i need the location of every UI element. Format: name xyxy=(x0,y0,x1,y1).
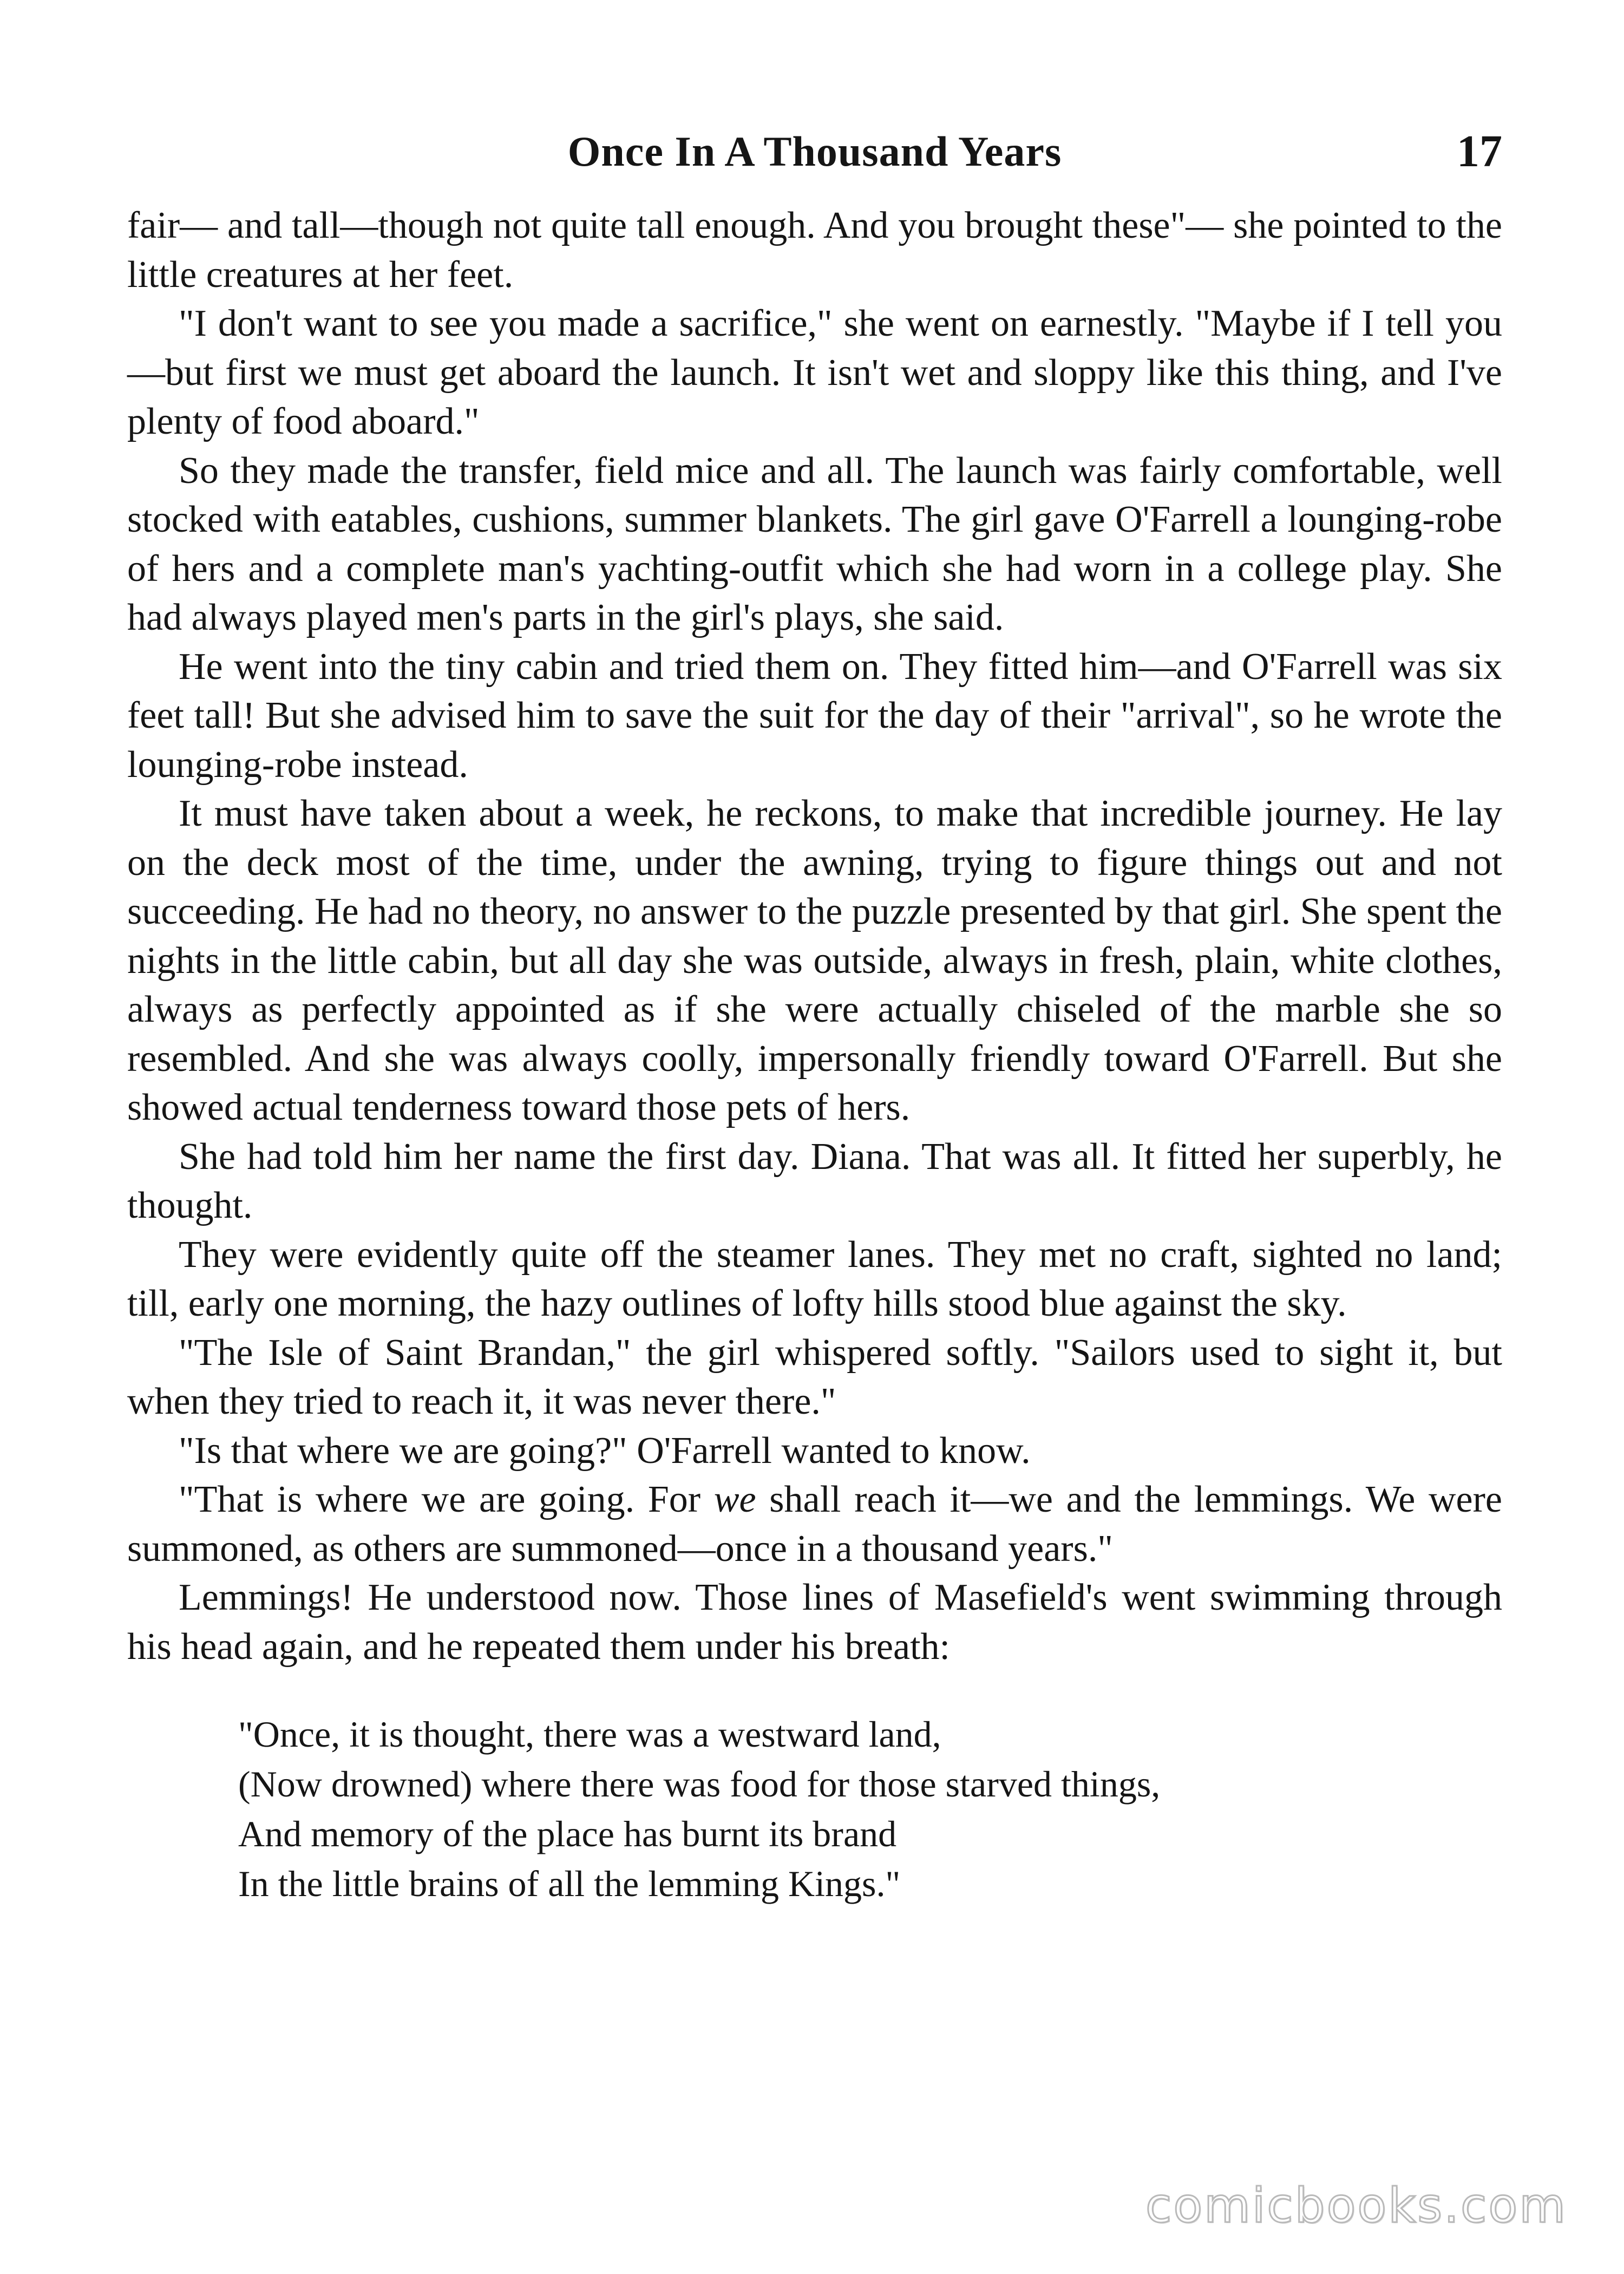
paragraph: It must have taken about a week, he reckons, to make that incredible journey. He lay on the deck most of the time, under the awning, trying to figure things out and not succeeding. He had no theory, no answer to the puzzle presented by that girl. She spent the nights in the little cabin, but all day she was outside, always in fresh, plain, white clothes, always as perfectly appointed as if she were actually chiseled of the marble she so resembled. And she was always coolly, impersonally friendly toward O'Farrell. But she showed actual tenderness toward those pets of hers. xyxy=(127,793,1502,1128)
paragraph: "Is that where we are going?" O'Farrell wanted to know. xyxy=(179,1429,1031,1472)
paragraph: They were evidently quite off the steamer lanes. They met no craft, sighted no land; till, early one morning, the hazy outlines of lofty hills stood blue against the sky. xyxy=(127,1233,1502,1324)
running-title: Once In A Thousand Years xyxy=(567,128,1062,175)
watermark: comicbooks.com xyxy=(1145,2178,1567,2233)
paragraph-text-after: shall reach it—we and the lemmings. We were summoned, as others are summoned—once in a thousand years." xyxy=(127,1479,1502,1570)
paragraph xyxy=(127,1475,1502,1573)
page-number: 17 xyxy=(1457,126,1502,177)
paragraph: Lemmings! He understood now. Those lines of Masefield's went swimming through his head again, and he repeated them under his breath: xyxy=(127,1577,1502,1668)
paragraph: fair— and tall—though not quite tall enough. And you brought these"— she pointed to the little creatures at her feet. xyxy=(127,205,1502,296)
paragraph-text-before: "That is where we are going. For xyxy=(179,1479,714,1520)
verse-line: And memory of the place has burnt its brand xyxy=(238,1813,897,1854)
italic-we: we xyxy=(713,1479,756,1520)
paragraph: "The Isle of Saint Brandan," the girl whispered softly. "Sailors used to sight it, but when they tried to reach it, it was never there." xyxy=(127,1331,1502,1422)
verse-line: In the little brains of all the lemming Kings." xyxy=(238,1863,901,1904)
body-text xyxy=(127,201,1502,1909)
paragraph: So they made the transfer, field mice and all. The launch was fairly comfortable, well stocked with eatables, cushions, summer blankets. The girl gave O'Farrell a lounging-robe of hers and a complete man's yachting-outfit which she had worn in a college play. She had always played men's parts in the girl's plays, she said. xyxy=(127,449,1502,638)
running-head xyxy=(127,122,1502,181)
paragraph: She had told him her name the first day. Diana. That was all. It fitted her superbly, he thought. xyxy=(127,1135,1502,1226)
paragraph: He went into the tiny cabin and tried them on. They fitted him—and O'Farrell was six feet tall! But she advised him to save the suit for the day of their "arrival", so he wrote the lounging-robe instead. xyxy=(127,645,1502,786)
verse-line: (Now drowned) where there was food for those starved things, xyxy=(238,1763,1161,1805)
verse-quote xyxy=(238,1709,1502,1909)
verse-line: "Once, it is thought, there was a westward land, xyxy=(238,1714,941,1755)
paragraph: "I don't want to see you made a sacrifice," she went on earnestly. "Maybe if I tell you—but first we must get aboard the launch. It isn't wet and sloppy like this thing, and I've plenty of food aboard." xyxy=(127,303,1502,442)
